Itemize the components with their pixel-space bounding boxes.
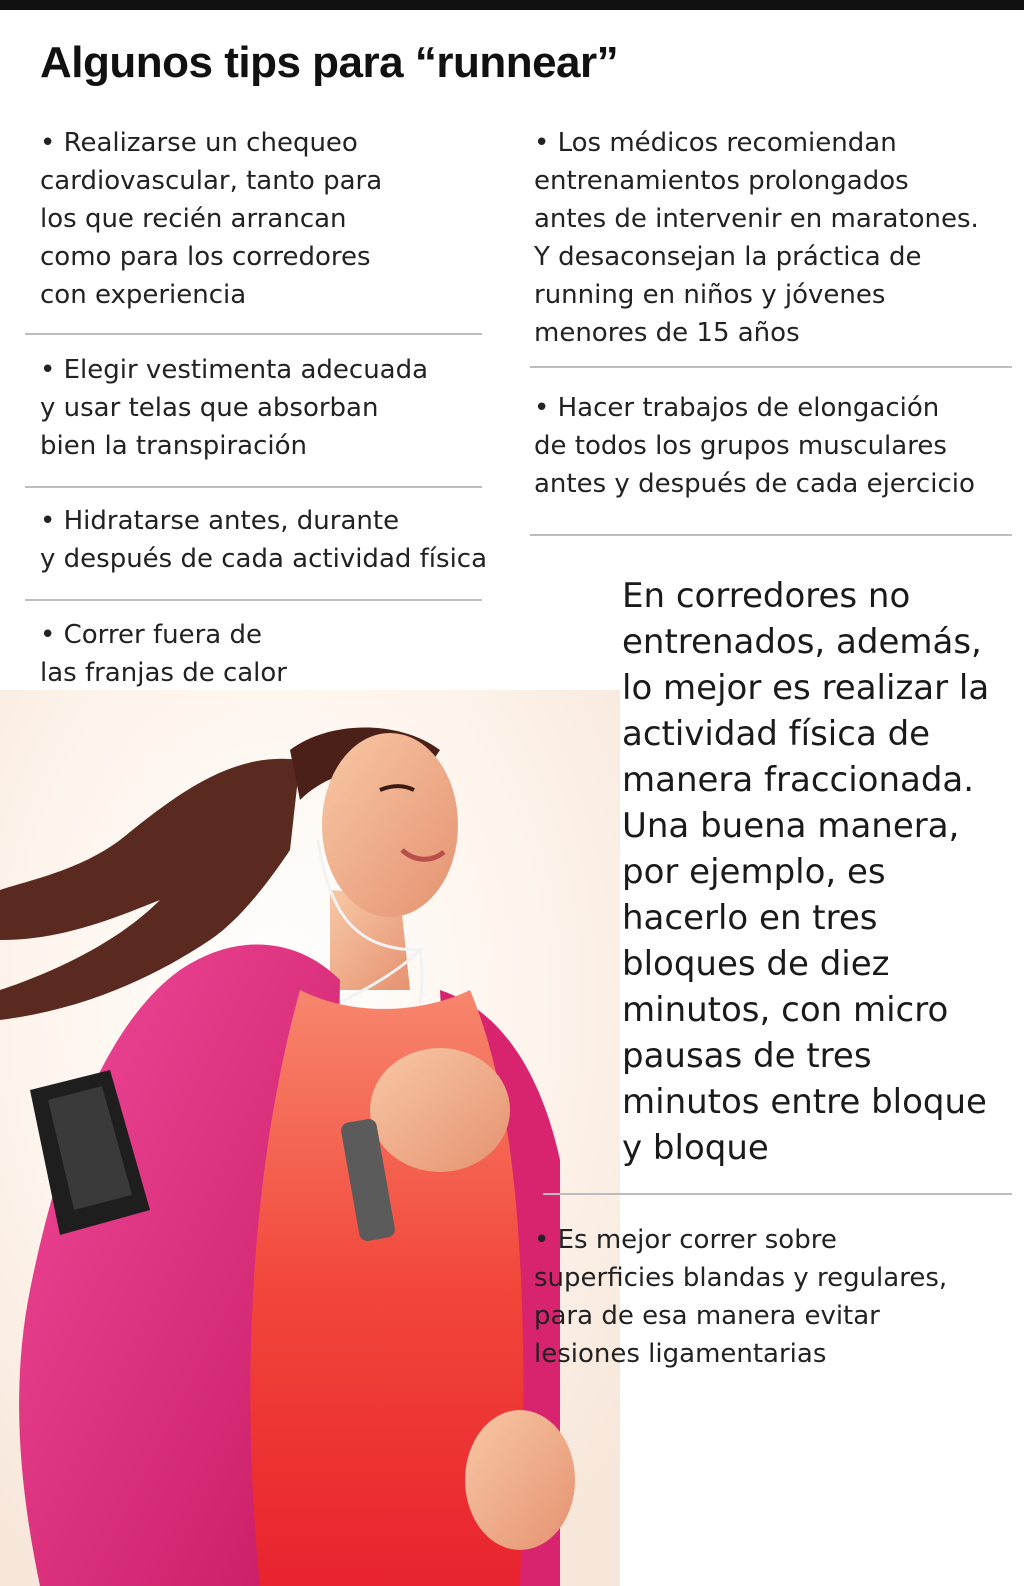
- highlight-text: En corredores no entrenados, además, lo mejor es realizar la actividad física de manera fraccionada. Una buena manera, por ejemplo, es hacerlo en tres bloques de diez minutos, con micro pausas de tres minutos entre bloque y bloque: [622, 576, 990, 1168]
- divider: [543, 1193, 1012, 1195]
- tip-vestimenta: • Elegir vestimenta adecuada y usar telas que absorban bien la transpiración: [40, 355, 429, 461]
- divider: [25, 599, 482, 601]
- tip-chequeo: • Realizarse un chequeo cardiovascular, tanto para los que recién arrancan como para los corredores con experiencia: [40, 128, 383, 310]
- top-rule: [0, 0, 1024, 10]
- runner-photo: [0, 690, 620, 1586]
- divider: [530, 534, 1012, 536]
- divider: [25, 333, 482, 335]
- tip-elongacion: • Hacer trabajos de elongación de todos los grupos musculares antes y después de cada ejercicio: [534, 393, 975, 499]
- tip-calor: • Correr fuera de las franjas de calor: [40, 620, 287, 688]
- tip-hidratarse: • Hidratarse antes, durante y después de cada actividad física: [40, 506, 488, 574]
- tip-medicos: • Los médicos recomiendan entrenamientos prolongados antes de intervenir en maratones. Y desaconsejan la práctica de running en niños y jóvenes menores de 15 años: [534, 128, 979, 348]
- divider: [25, 486, 482, 488]
- divider: [530, 366, 1012, 368]
- page-title: Algunos tips para “runnear”: [40, 38, 619, 87]
- tip-superficies: • Es mejor correr sobre superficies blandas y regulares, para de esa manera evitar lesiones ligamentarias: [534, 1225, 948, 1369]
